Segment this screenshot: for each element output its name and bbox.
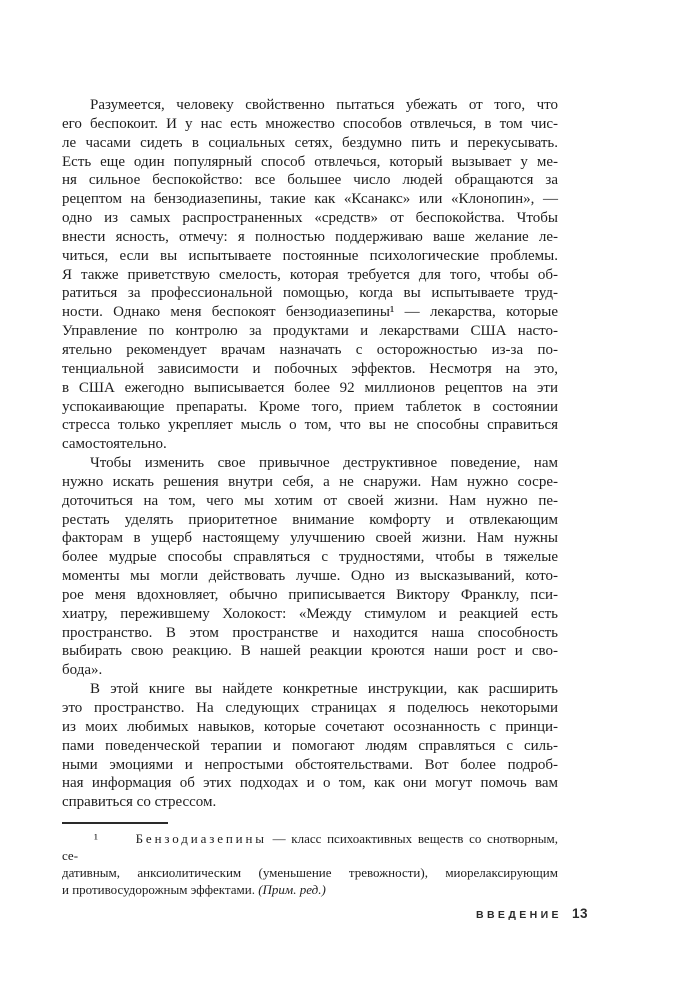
text-line: это пространство. На следующих страницах я поделюсь некоторыми: [62, 700, 558, 716]
text-line: его беспокоит. И у нас есть множество способов отвлечься, в том чис-: [62, 115, 558, 132]
text-line: ¹ Бензодиазепины — класс психоактивных веществ со снотворным, се-: [62, 831, 559, 863]
paragraph-1: [62, 96, 558, 454]
text-line: и противосудорожным эффектами. (Прим. ред.): [62, 882, 326, 897]
text-line: успокаивающие препараты. Кроме того, прием таблеток в состоянии: [62, 398, 558, 415]
text-line: справиться со стрессом.: [62, 794, 217, 811]
text-line: одно из самых распространенных «средств» от беспокойства. Чтобы: [62, 210, 558, 227]
text-line: более мудрые способы справляться с трудностями, чтобы в тяжелые: [62, 549, 558, 566]
text-line: пространство. В этом пространстве и находится наша способность: [62, 624, 558, 641]
text-line: в США ежегодно выписывается более 92 миллионов рецептов на эти: [62, 379, 558, 396]
text-line: доточиться на том, чего мы хотим от своей жизни. Нам нужно пе-: [62, 492, 558, 509]
text-line: моменты мы могли действовать лучше. Одно из высказываний, кото-: [62, 568, 558, 585]
text-line: дативным, анксиолитическим (уменьшение тревожности), миорелаксирующим: [62, 865, 558, 880]
text-line: Разумеется, человеку свойственно пытаться убежать от того, что: [90, 97, 558, 113]
running-footer: [476, 906, 588, 921]
text-line: читься, если вы испытываете постоянные психологические проблемы.: [62, 247, 558, 264]
text-line: ле часами сидеть в социальных сетях, бездумно пить и перекусывать.: [62, 134, 558, 151]
text-line: бода».: [62, 662, 103, 679]
text-line: ными эмоциями и непростыми обстоятельствами. Вот более подроб-: [62, 756, 558, 773]
text-line: Чтобы изменить свое привычное деструктивное поведение, нам: [90, 455, 558, 472]
text-line: Я также приветствую смелость, которая требуется для того, чтобы об-: [62, 266, 558, 283]
text-line: ратиться за профессиональной помощью, когда вы испытываете труд-: [62, 285, 558, 302]
text-line: ня сильное беспокойство: все большее число людей обращаются за: [62, 172, 558, 189]
text-line: стресса только укрепляет мысль о том, что вы не способны справиться: [62, 417, 558, 434]
footer-page-number: 13: [571, 906, 588, 921]
paragraph-2: [62, 454, 558, 680]
text-line: ности. Однако меня беспокоят бензодиазепины¹ — лекарства, которые: [62, 304, 558, 321]
text-line: выбирать свою реакцию. В нашей реакции кроются наши рост и сво-: [62, 643, 558, 660]
footnote: [62, 830, 558, 898]
page-body: [62, 96, 558, 812]
text-line: пами поведенческой терапии и помогают людям справляться с силь-: [62, 737, 558, 754]
text-line: рецептом на бензодиазепины, такие как «Ксанакс» или «Клонопин», —: [62, 191, 558, 208]
text-line: Управление по контролю за продуктами и лекарствами США насто-: [62, 323, 558, 340]
paragraph-3: [62, 680, 558, 812]
footer-section-title: ВВЕДЕНИЕ: [475, 909, 562, 921]
text-line: Есть еще один популярный способ отвлечься, который вызывает у ме-: [62, 153, 558, 170]
text-line: ятельно рекомендует врачам назначать с осторожностью из-за по-: [62, 341, 558, 358]
text-line: рое меня вдохновляет, обычно приписывается Виктору Франклу, пси-: [62, 586, 558, 603]
text-line: тенциальной зависимости и побочных эффектов. Несмотря на это,: [62, 360, 558, 377]
text-line: из моих любимых навыков, которые сочетают осознанность с принци-: [62, 718, 558, 735]
text-line: самостоятельно.: [62, 436, 167, 453]
text-line: внести ясность, отмечу: я полностью поддерживаю ваше желание ле-: [62, 228, 558, 245]
text-line: нужно искать решения внутри себя, а не снаружи. Нам нужно сосре-: [62, 473, 558, 490]
text-line: ная информация об этих подходах и о том, как они могут помочь вам: [62, 775, 558, 792]
text-line: рестать уделять приоритетное внимание комфорту и отвлекающим: [62, 511, 558, 528]
text-line: В этой книге вы найдете конкретные инструкции, как расширить: [90, 681, 558, 698]
text-line: хиатру, пережившему Холокост: «Между стимулом и реакцией есть: [62, 605, 558, 622]
text-line: факторам в ущерб настоящему улучшению своей жизни. Нам нужны: [62, 530, 558, 547]
footnote-separator-rule: [62, 822, 168, 824]
